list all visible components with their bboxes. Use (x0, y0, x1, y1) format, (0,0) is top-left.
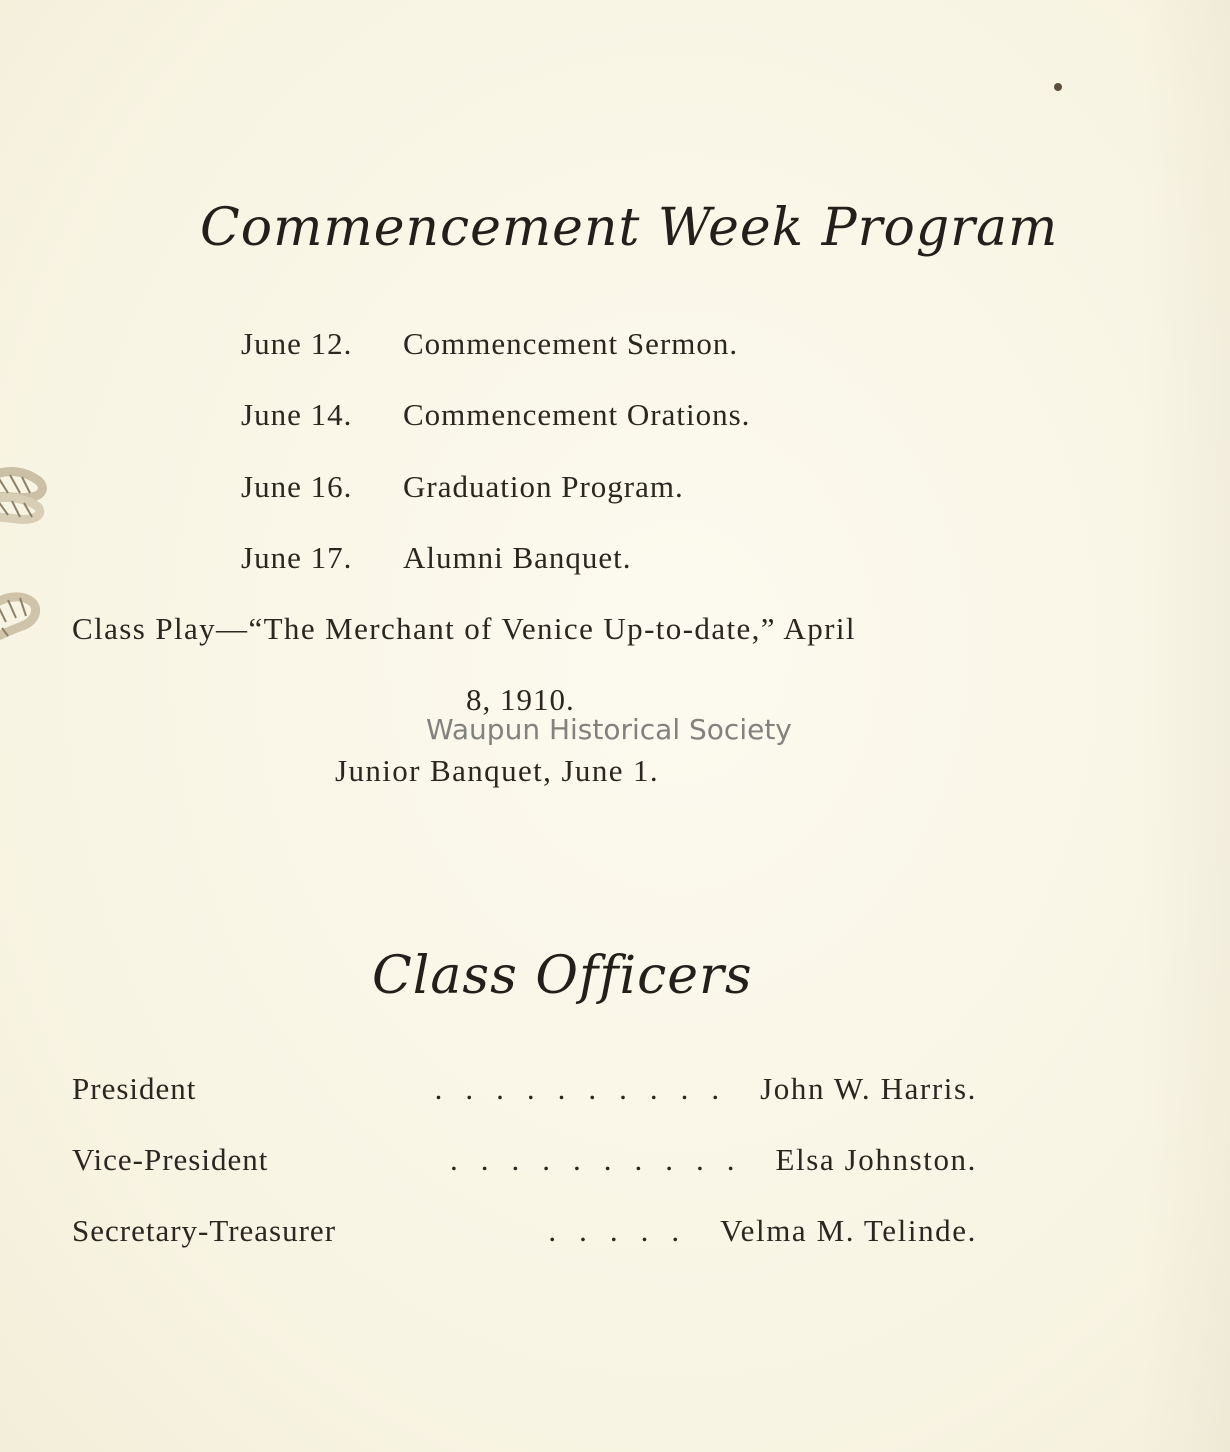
dot-leader: .......... (449, 1142, 758, 1177)
officer-row (72, 1142, 977, 1182)
officer-name: Velma M. Telinde. (720, 1213, 977, 1248)
schedule-item (241, 326, 738, 362)
schedule-event: Alumni Banquet. (403, 540, 632, 575)
class-play-date: 8, 1910. (466, 682, 575, 717)
officer-role: Secretary-Treasurer (72, 1213, 337, 1248)
program-heading: Commencement Week Program (200, 198, 1059, 258)
officer-name: Elsa Johnston. (775, 1142, 977, 1177)
officers-heading: Class Officers (372, 946, 753, 1006)
schedule-event: Graduation Program. (403, 469, 684, 504)
officer-role: President (72, 1071, 197, 1106)
schedule-date: June 17. (241, 540, 353, 575)
binding-cord-icon (0, 465, 50, 527)
watermark: Waupun Historical Society (426, 713, 792, 746)
schedule-item (241, 540, 632, 576)
schedule-item (241, 397, 750, 433)
officer-row (72, 1071, 977, 1111)
page-edge-shade (1140, 0, 1230, 1452)
binding-cord-icon (0, 590, 44, 642)
officer-row (72, 1213, 977, 1253)
schedule-event: Commencement Orations. (403, 397, 751, 432)
schedule-date: June 12. (241, 326, 353, 361)
junior-banquet: Junior Banquet, June 1. (335, 753, 660, 788)
officer-role: Vice-President (72, 1142, 269, 1177)
schedule-event: Commencement Sermon. (403, 326, 739, 361)
officer-name: John W. Harris. (760, 1071, 977, 1106)
dot-leader: ..... (548, 1213, 703, 1248)
dot-leader: .......... (434, 1071, 743, 1106)
class-play-line: Class Play—“The Merchant of Venice Up-to-date,” April (72, 611, 856, 646)
schedule-item (241, 469, 684, 505)
schedule-date: June 16. (241, 469, 353, 504)
paper-speck (1054, 83, 1062, 91)
schedule-date: June 14. (241, 397, 353, 432)
